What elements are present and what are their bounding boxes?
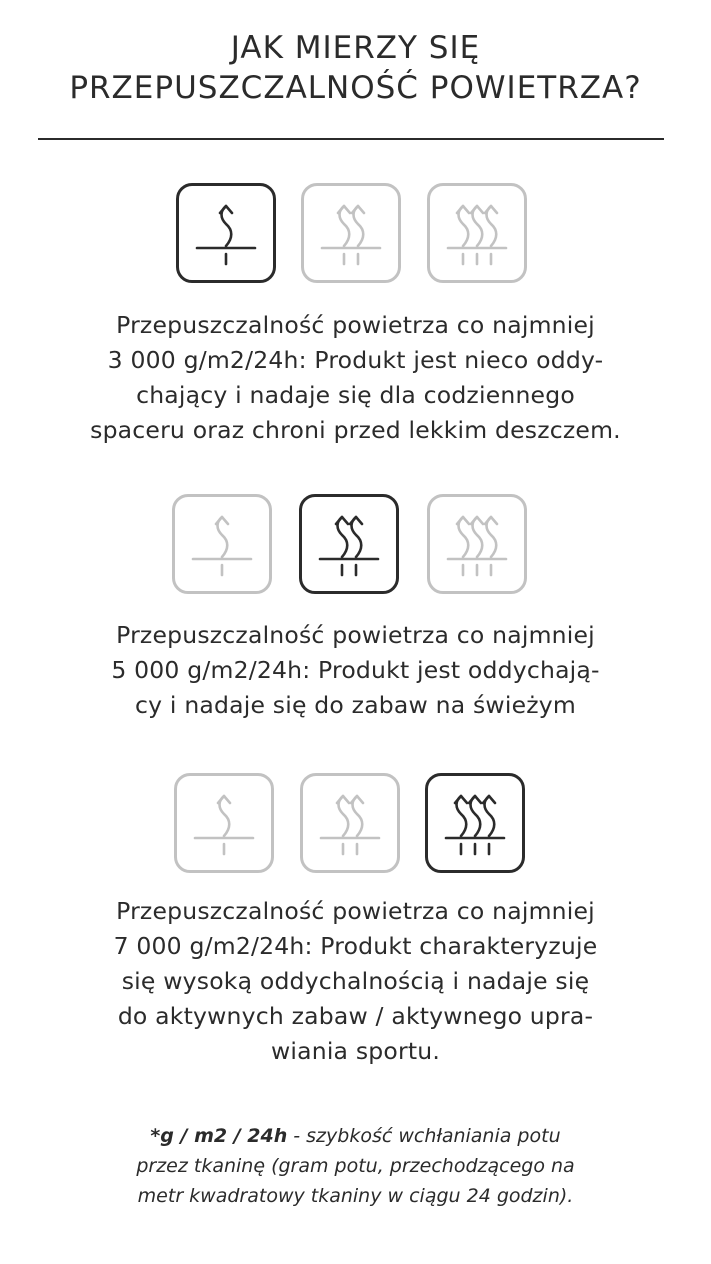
level-2-line-1: Przepuszczalność powietrza co najmniej bbox=[116, 621, 595, 649]
level-2-line-2: 5 000 g/m2/24h: Produkt jest oddychają- bbox=[111, 656, 600, 684]
title-line-2: PRZEPUSZCZALNOŚĆ POWIETRZA? bbox=[69, 70, 642, 106]
level-3-icon-1 bbox=[174, 773, 274, 873]
level-1-line-2: 3 000 g/m2/24h: Produkt jest nieco oddy- bbox=[107, 346, 604, 374]
two-arrows-breathability-icon bbox=[302, 497, 396, 591]
footnote-term: *g / m2 / 24h bbox=[150, 1125, 288, 1147]
level-1-line-1: Przepuszczalność powietrza co najmniej bbox=[116, 311, 595, 339]
level-3-line-1: Przepuszczalność powietrza co najmniej bbox=[116, 897, 595, 925]
two-arrows-breathability-icon bbox=[303, 776, 397, 870]
one-arrow-breathability-icon bbox=[175, 497, 269, 591]
level-3-line-3: się wysoką oddychalnością i nadaje się bbox=[121, 967, 590, 995]
level-1-icon-1 bbox=[176, 183, 276, 283]
level-2-line-3: cy i nadaje się do zabaw na świeżym bbox=[135, 691, 576, 719]
footnote bbox=[0, 1121, 711, 1211]
level-2-icons bbox=[0, 494, 711, 598]
level-1-icon-2 bbox=[301, 183, 401, 283]
three-arrows-breathability-icon bbox=[430, 497, 524, 591]
title-divider bbox=[38, 138, 664, 140]
footnote-line-2: przez tkaninę (gram potu, przechodzącego na bbox=[136, 1155, 575, 1177]
level-2-icon-3 bbox=[427, 494, 527, 594]
one-arrow-breathability-icon bbox=[177, 776, 271, 870]
level-3-icon-2 bbox=[300, 773, 400, 873]
level-3-line-4: do aktywnych zabaw / aktywnego upra- bbox=[117, 1002, 594, 1030]
level-1-line-4: spaceru oraz chroni przed lekkim deszczem. bbox=[90, 416, 621, 444]
level-2-icon-1 bbox=[172, 494, 272, 594]
title-line-1: JAK MIERZY SIĘ bbox=[230, 30, 481, 66]
three-arrows-breathability-icon bbox=[430, 186, 524, 280]
one-arrow-breathability-icon bbox=[179, 186, 273, 280]
page-title bbox=[0, 28, 711, 108]
footnote-line-1-rest: - szybkość wchłaniania potu bbox=[287, 1125, 561, 1147]
level-3-line-5: wiania sportu. bbox=[270, 1037, 441, 1065]
level-1-icon-3 bbox=[427, 183, 527, 283]
two-arrows-breathability-icon bbox=[304, 186, 398, 280]
level-2-description bbox=[0, 618, 711, 723]
level-2-icon-2 bbox=[299, 494, 399, 594]
three-arrows-breathability-icon bbox=[428, 776, 522, 870]
footnote-line-1 bbox=[0, 1121, 711, 1151]
level-3-description bbox=[0, 894, 711, 1069]
footnote-line-3: metr kwadratowy tkaniny w ciągu 24 godzin). bbox=[137, 1185, 574, 1207]
level-3-icon-3 bbox=[425, 773, 525, 873]
level-3-line-2: 7 000 g/m2/24h: Produkt charakteryzuje bbox=[113, 932, 598, 960]
level-1-icons bbox=[0, 183, 711, 287]
level-3-icons bbox=[0, 773, 711, 877]
level-1-line-3: chający i nadaje się dla codziennego bbox=[136, 381, 575, 409]
level-1-description bbox=[0, 308, 711, 448]
